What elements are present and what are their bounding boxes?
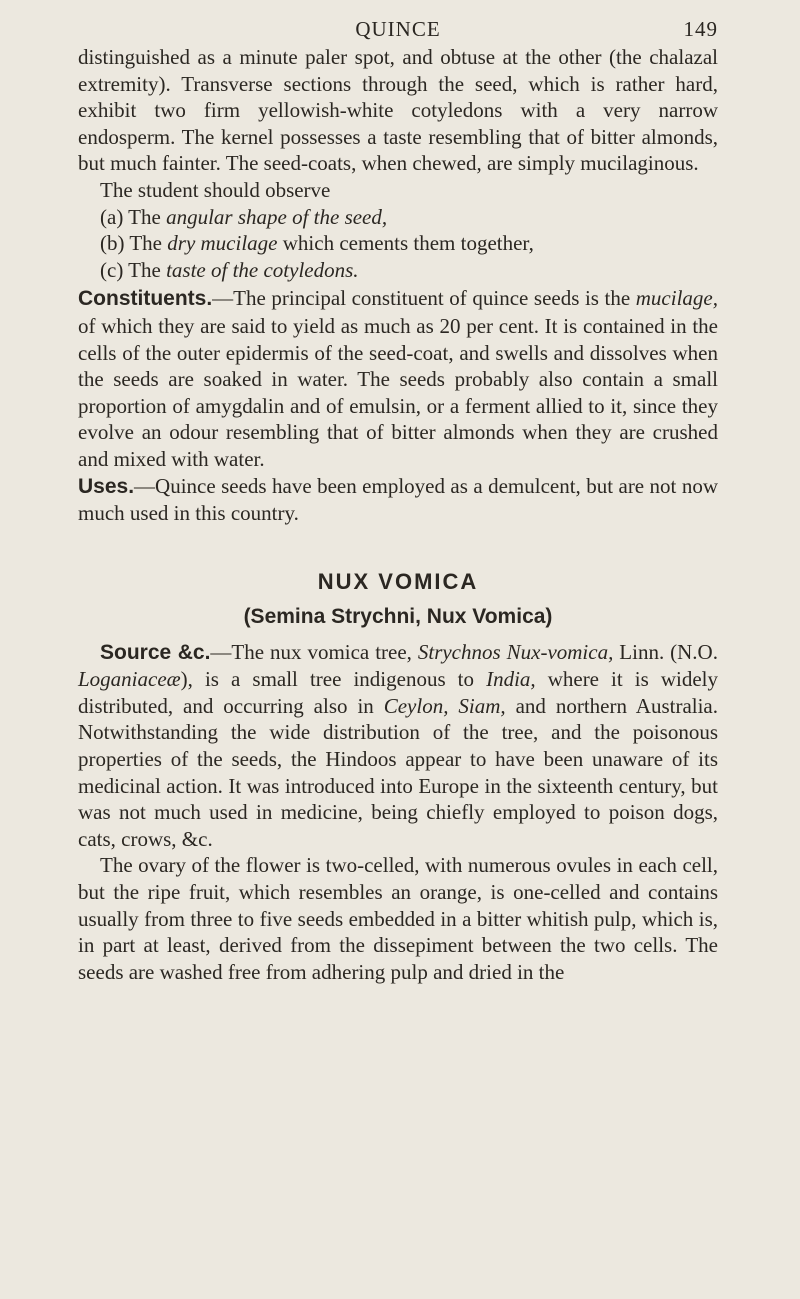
observation-b-tail: which cements them together, xyxy=(277,231,534,256)
observation-c-lead: (c) The xyxy=(100,257,167,282)
observation-b-lead: (b) The xyxy=(100,231,168,256)
source-heading: Source &c. xyxy=(100,640,211,664)
uses-text: —Quince seeds have been employed as a demulcent, but are not now much used in this country. xyxy=(78,473,718,526)
observation-a-lead: (a) The xyxy=(100,204,167,229)
source-region-india: India, xyxy=(486,667,536,692)
uses-heading: Uses. xyxy=(78,474,135,498)
observation-a-emphasis: angular shape of the seed, xyxy=(166,204,388,229)
section-title-nux-vomica: NUX VOMICA xyxy=(317,568,479,594)
source-species-name: Strychnos Nux-vomica, xyxy=(417,639,614,664)
observation-b-emphasis: dry mucilage xyxy=(167,231,278,256)
observation-a xyxy=(78,204,718,231)
source-text-5: and northern Australia. Notwithstanding the wide distribution of the tree, and the poisonous properties of the seeds, the Hindoos appear to have been unaware of its medicinal action. It was introduced into Europe in the sixteenth century, but was not much used in medicine, being chiefly employed to poison dogs, cats, crows, &c. xyxy=(78,693,719,851)
running-title: QUINCE xyxy=(355,17,441,41)
constituents-text-a: —The principal constituent of quince seeds is the xyxy=(212,286,636,311)
constituents-text-b: of which they are said to yield as much as 20 per cent. It is contained in the cells of the outer epidermis of the seed-coat, and swells and dissolves when the seeds are soaked in water. The seeds probably also contain a small proportion of amygdalin and of emulsin, or a ferment allied to it, since they evolve an odour resembling that of bitter almonds when they are crushed and mixed with water. xyxy=(78,313,718,471)
source-text-2: Linn. (N.O. xyxy=(613,639,718,664)
constituents-emphasis: mucilage, xyxy=(635,286,718,311)
observe-intro: The student should observe xyxy=(100,177,331,202)
ovary-paragraph: The ovary of the flower is two-celled, with numerous ovules in each cell, but the ripe fruit, which resembles an orange, is one-celled and contains usually from three to five seeds embedded in a bitter whitish pulp, which is, in part at least, derived from the dissepiment between the two cells. The seeds are washed free from adhering pulp and dried in the xyxy=(78,853,718,984)
observation-c xyxy=(78,257,718,284)
source-text-1: —The nux vomica tree, xyxy=(210,639,418,664)
observation-c-emphasis: taste of the cotyledons. xyxy=(166,257,359,282)
source-text-3: ), is a small tree indigenous to xyxy=(180,667,487,692)
uses-paragraph xyxy=(78,473,718,527)
quince-paragraph-seed-description: distinguished as a minute paler spot, and obtuse at the other (the chalazal extremity). Transverse sections through the seed, which is rather hard, exhibit two firm yellowish-white cotyledons with a very narrow endosperm. The kernel possesses a taste resembling that of bitter almonds, but much fainter. The seed-coats, when chewed, are simply mucilaginous. xyxy=(78,45,718,176)
source-family-name: Loganiaceæ xyxy=(78,667,181,692)
section-subtitle-nux-vomica: (Semina Strychni, Nux Vomica) xyxy=(243,604,553,628)
constituents-heading: Constituents. xyxy=(78,287,213,311)
running-header xyxy=(78,0,718,44)
constituents-paragraph xyxy=(78,285,718,472)
source-paragraph xyxy=(78,639,718,853)
source-text-4: where it is widely distributed, and occurring also in xyxy=(78,667,718,718)
observation-b xyxy=(78,230,718,257)
source-region-ceylon-siam: Ceylon, Siam, xyxy=(383,693,506,718)
page-number: 149 xyxy=(683,17,718,41)
